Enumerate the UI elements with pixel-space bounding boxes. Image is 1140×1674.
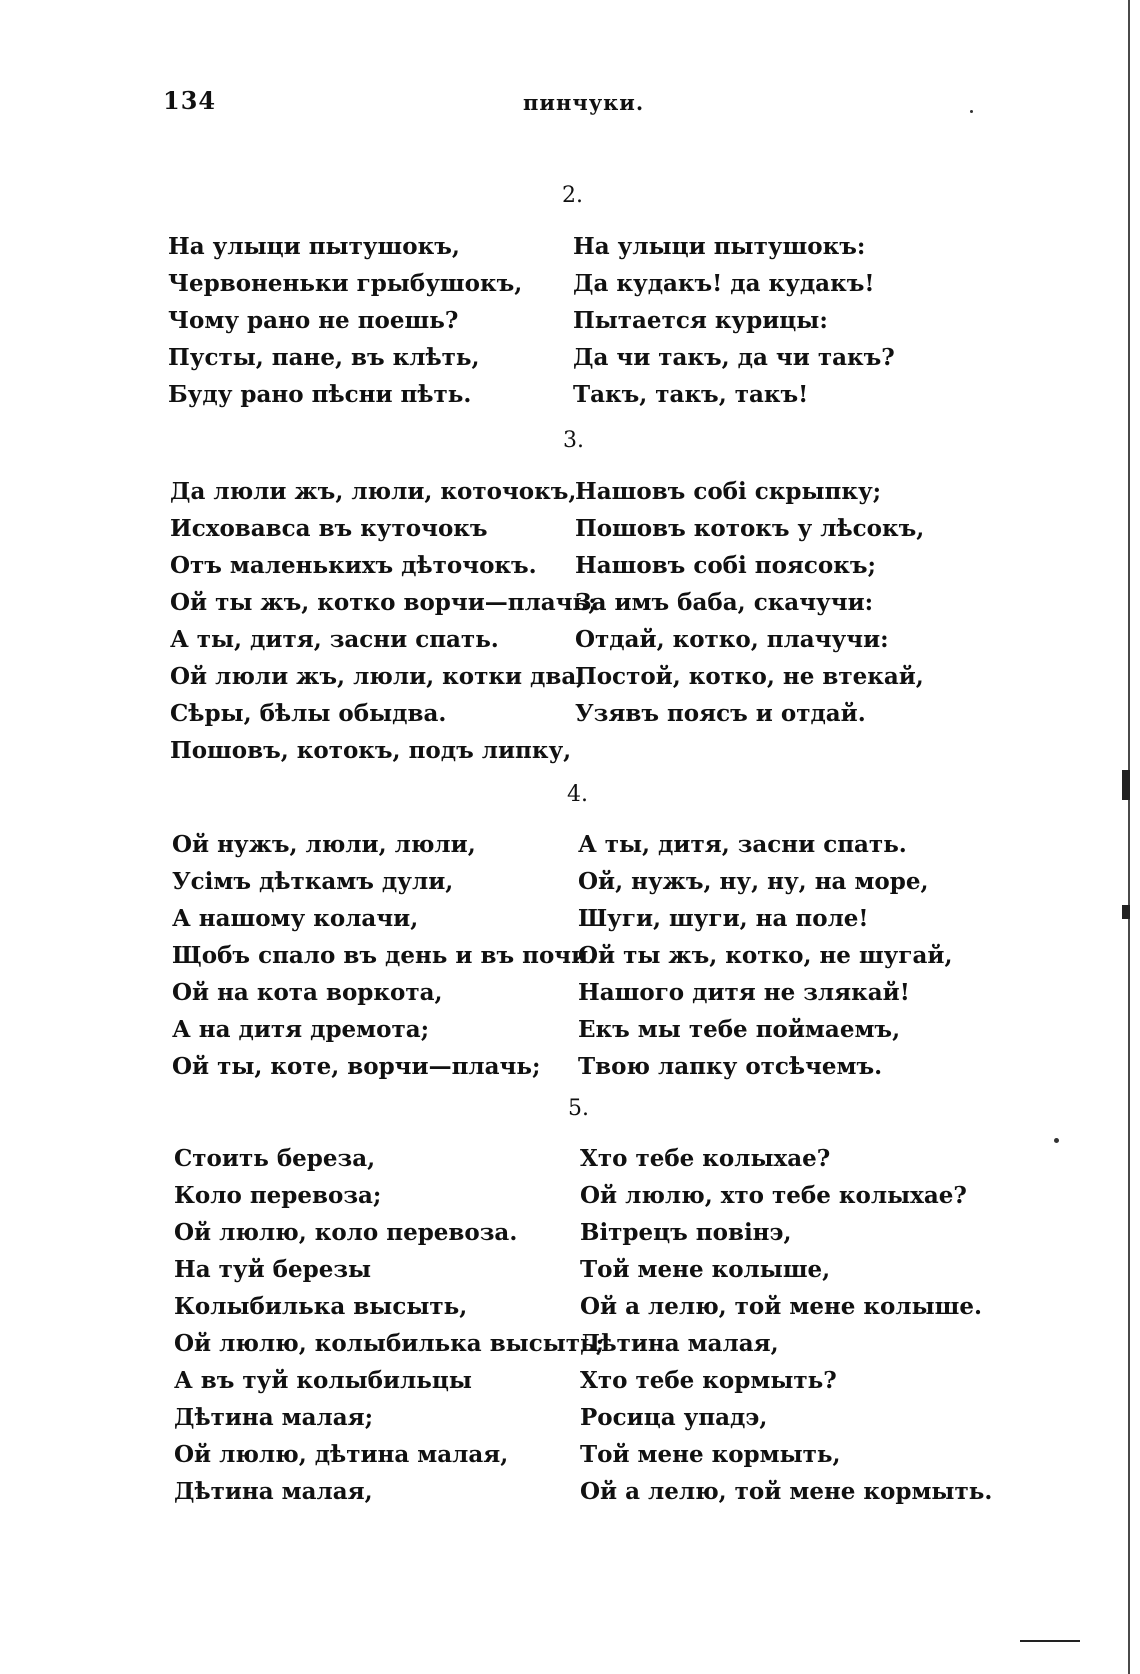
stanza-number: 3. bbox=[563, 428, 584, 453]
verse-line: Усімъ дѣткамъ дули, bbox=[172, 868, 454, 895]
verse-line: Хто тебе колыхае? bbox=[580, 1145, 831, 1172]
verse-line: Ой ты, коте, ворчи—плачь; bbox=[172, 1053, 541, 1080]
verse-line: Росица упадэ, bbox=[580, 1404, 768, 1431]
stanza-number: 4. bbox=[567, 782, 588, 807]
verse-line: Дѣтина малая, bbox=[174, 1478, 373, 1505]
verse-line: На туй березы bbox=[174, 1256, 372, 1283]
verse-line: Ой на кота воркота, bbox=[172, 979, 443, 1006]
page-number: 134 bbox=[163, 86, 217, 115]
stanza-number: 2. bbox=[562, 183, 583, 208]
verse-line: На улыци пытушокъ, bbox=[168, 233, 460, 260]
verse-line: Нашовъ собі поясокъ; bbox=[575, 552, 877, 579]
verse-line: Да люли жъ, люли, коточокъ, bbox=[170, 478, 577, 505]
verse-line: А въ туй колыбильцы bbox=[174, 1367, 472, 1394]
speck bbox=[970, 110, 973, 113]
verse-line: Шуги, шуги, на поле! bbox=[578, 905, 869, 932]
verse-line: Дѣтина малая, bbox=[580, 1330, 779, 1357]
verse-line: Отдай, котко, плачучи: bbox=[575, 626, 889, 653]
verse-line: Ой нужъ, люли, люли, bbox=[172, 831, 476, 858]
right-stanza-4 bbox=[578, 826, 952, 1085]
verse-line: Хто тебе кормыть? bbox=[580, 1367, 837, 1394]
verse-line: Ой ты жъ, котко ворчи—плачь; bbox=[170, 589, 597, 616]
verse-line: Пусты, пане, въ клѣть, bbox=[168, 344, 480, 371]
verse-line: Екъ мы тебе поймаемъ, bbox=[578, 1016, 901, 1043]
verse-line: Ой а лелю, той мене кормыть. bbox=[580, 1478, 993, 1505]
verse-line: Ой а лелю, той мене колыше. bbox=[580, 1293, 983, 1320]
verse-line: Ой люлю, дѣтина малая, bbox=[174, 1441, 509, 1468]
verse-line: Той мене кормыть, bbox=[580, 1441, 841, 1468]
verse-line: Исховавса въ куточокъ bbox=[170, 515, 488, 542]
verse-line: Пошовъ котокъ у лѣсокъ, bbox=[575, 515, 925, 542]
left-stanza-1 bbox=[168, 228, 522, 413]
right-stanza-3 bbox=[575, 473, 924, 732]
verse-line: Дѣтина малая; bbox=[174, 1404, 374, 1431]
verse-line: Ой люлю, колыбилька высыть; bbox=[174, 1330, 605, 1357]
verse-line: За имъ баба, скачучи: bbox=[575, 589, 874, 616]
verse-line: Ой, нужъ, ну, ну, на море, bbox=[578, 868, 929, 895]
verse-line: Нашого дитя не злякай! bbox=[578, 979, 910, 1006]
verse-line: Вітрецъ повінэ, bbox=[580, 1219, 792, 1246]
verse-line: Коло перевоза; bbox=[174, 1182, 382, 1209]
verse-line: Такъ, такъ, такъ! bbox=[573, 381, 809, 408]
verse-line: Нашовъ собі скрыпку; bbox=[575, 478, 882, 505]
left-stanza-3 bbox=[172, 826, 596, 1085]
verse-line: Ой люлю, коло перевоза. bbox=[174, 1219, 518, 1246]
verse-line: Буду рано пѣсни пѣть. bbox=[168, 381, 472, 408]
edge-mark bbox=[1122, 770, 1130, 800]
verse-line: Сѣры, бѣлы обыдва. bbox=[170, 700, 447, 727]
stanza-number: 5. bbox=[568, 1096, 589, 1121]
verse-line: Твою лапку отсѣчемъ. bbox=[578, 1053, 883, 1080]
speck bbox=[1054, 1138, 1059, 1143]
verse-line: Пытается курицы: bbox=[573, 307, 828, 334]
verse-line: Да чи такъ, да чи такъ? bbox=[573, 344, 895, 371]
verse-line: Ой люли жъ, люли, котки два, bbox=[170, 663, 585, 690]
left-stanza-4 bbox=[174, 1140, 604, 1510]
verse-line: Ой люлю, хто тебе колыхае? bbox=[580, 1182, 967, 1209]
verse-line: Чому рано не поешь? bbox=[168, 307, 459, 334]
right-stanza-2 bbox=[573, 228, 895, 413]
verse-line: Узявъ поясъ и отдай. bbox=[575, 700, 866, 727]
edge-mark bbox=[1122, 905, 1130, 919]
verse-line: А ты, дитя, засни спать. bbox=[578, 831, 907, 858]
verse-line: А нашому колачи, bbox=[172, 905, 419, 932]
verse-line: Щобъ спало въ день и въ почи. bbox=[172, 942, 597, 969]
verse-line: А ты, дитя, засни спать. bbox=[170, 626, 499, 653]
verse-line: Колыбилька высыть, bbox=[174, 1293, 468, 1320]
footer-mark bbox=[1020, 1640, 1080, 1642]
page-edge-rule bbox=[1128, 0, 1130, 1674]
verse-line: Той мене колыше, bbox=[580, 1256, 831, 1283]
running-head: пинчуки. bbox=[523, 90, 645, 115]
verse-line: На улыци пытушокъ: bbox=[573, 233, 866, 260]
verse-line: Червоненьки грыбушокъ, bbox=[168, 270, 523, 297]
verse-line: Стоить береза, bbox=[174, 1145, 376, 1172]
verse-line: Отъ маленькихъ дѣточокъ. bbox=[170, 552, 537, 579]
right-stanza-5 bbox=[580, 1140, 992, 1510]
verse-line: Постой, котко, не втекай, bbox=[575, 663, 924, 690]
verse-line: Пошовъ, котокъ, подъ липку, bbox=[170, 737, 572, 764]
verse-line: А на дитя дремота; bbox=[172, 1016, 430, 1043]
verse-line: Ой ты жъ, котко, не шугай, bbox=[578, 942, 953, 969]
verse-line: Да кудакъ! да кудакъ! bbox=[573, 270, 875, 297]
left-stanza-2 bbox=[170, 473, 597, 769]
